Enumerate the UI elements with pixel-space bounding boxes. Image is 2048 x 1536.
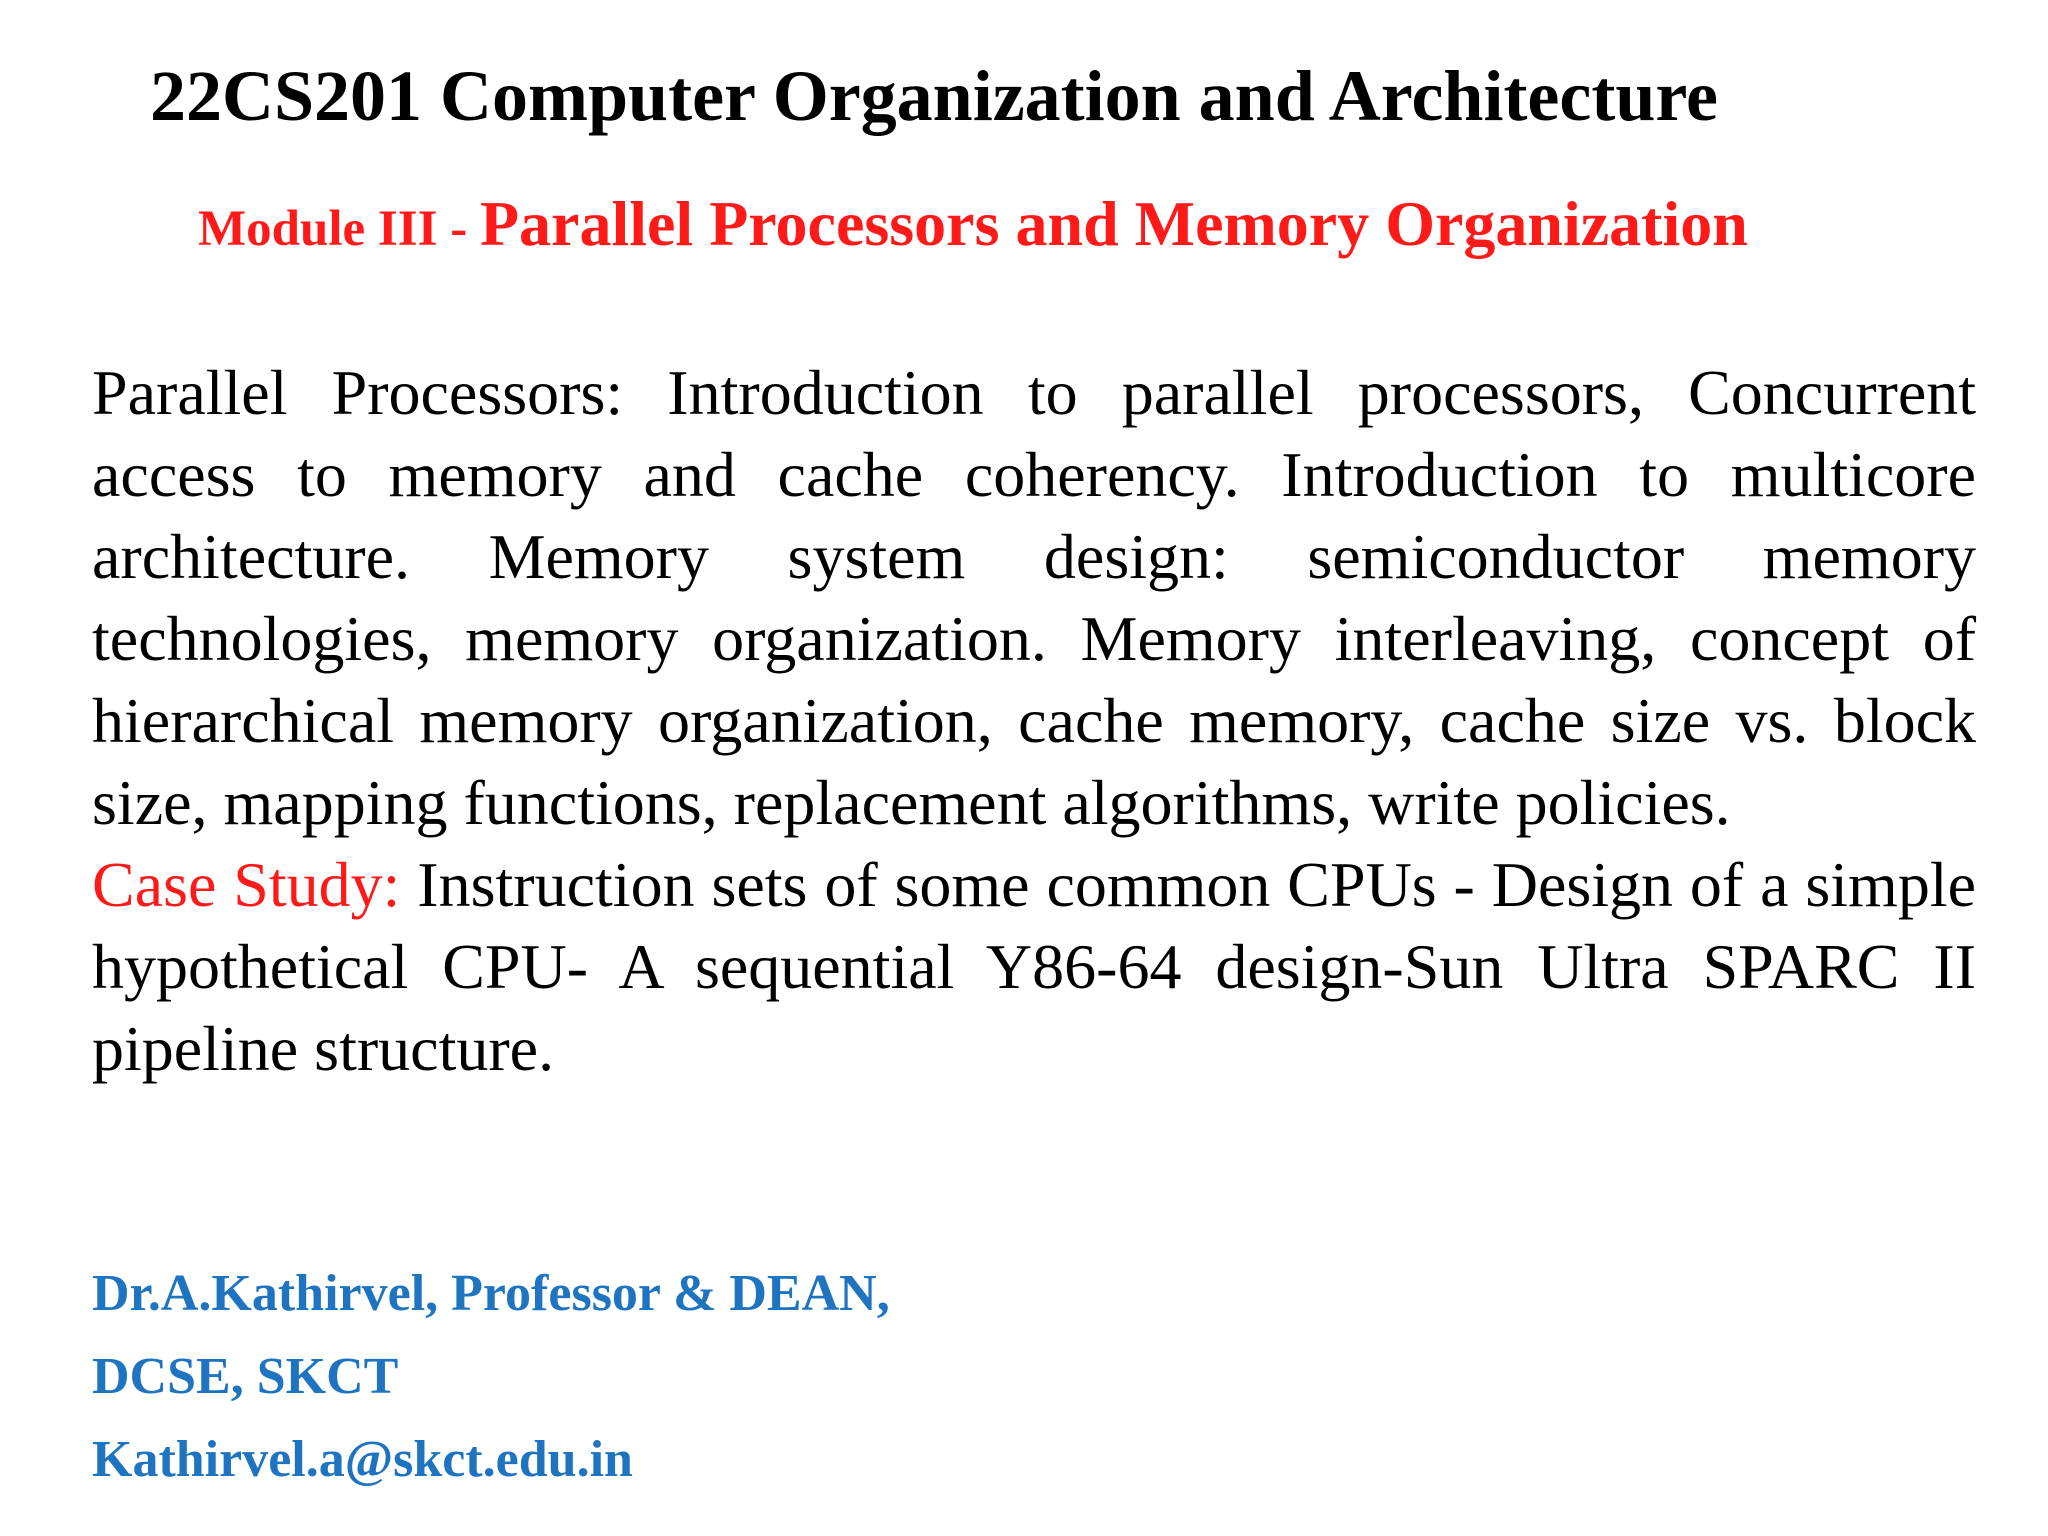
case-study-text: Instruction sets of some common CPUs - Design of a simple hypothetical CPU- A sequential Y86-64 design-Sun Ultra SPARC II pipeline structure. <box>92 849 1977 1084</box>
author-email: Kathirvel.a@skct.edu.in <box>92 1431 633 1488</box>
course-title: 22CS201 Computer Organization and Architecture <box>150 56 1718 136</box>
syllabus-body <box>92 352 1976 1090</box>
author-name: Dr.A.Kathirvel, Professor & DEAN, <box>92 1265 890 1322</box>
author-department: DCSE, SKCT <box>92 1348 399 1405</box>
author-credits <box>92 1252 890 1501</box>
module-prefix: Module III - <box>198 201 480 257</box>
case-study-label: Case Study: <box>92 849 401 920</box>
case-study-paragraph <box>92 844 1976 1090</box>
syllabus-paragraph: Parallel Processors: Introduction to parallel processors, Concurrent access to memory and cache coherency. Introduction to multicore architecture. Memory system design: semiconductor memory technologies, memory organization. Memory interleaving, concept of hierarchical memory organization, cache memory, cache size vs. block size, mapping functions, replacement algorithms, write policies. <box>92 357 1976 838</box>
module-name: Parallel Processors and Memory Organization <box>479 188 1748 259</box>
module-heading <box>198 184 1748 281</box>
